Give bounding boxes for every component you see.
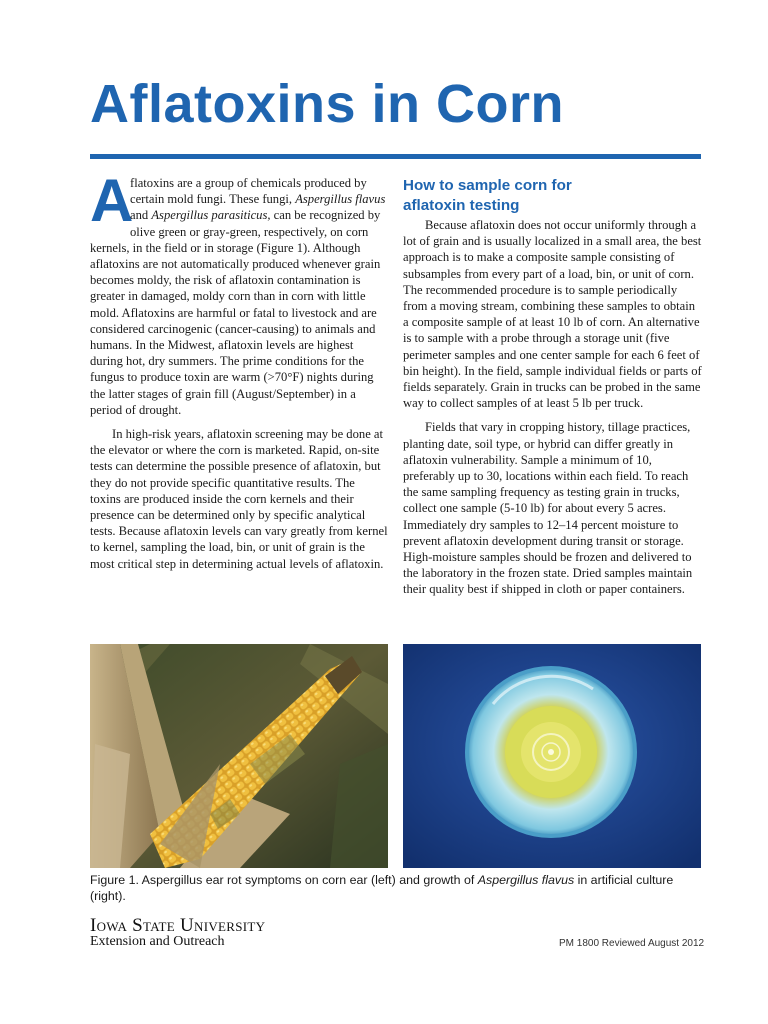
figure-caption: [90, 872, 710, 904]
intro-p1-species-1: Aspergillus flavus: [295, 192, 386, 207]
intro-p1-text-3: can be recognized by olive green or gray-green, respectively, on corn kernels, in the field or in storage (Figure 1). Although aflatoxins are not automatically produced whenever grain becomes moldy, the risk of aflatoxin contamination is greater in damaged, moldy corn than in corn with little mold. Aflatoxins are harmful or fatal to livestock and are considered carcinogenic (cancer-causing) to animals and humans. In the Midwest, aflatoxin levels are highest during hot, dry summers. The prime conditions for the fungus to produce toxin are warm (>70°F) nights during the latter stages of grain fill (August/September) in a period of drought.: [90, 208, 381, 417]
caption-species: Aspergillus flavus: [477, 873, 575, 887]
section-heading: How to sample corn for aflatoxin testing: [403, 177, 572, 214]
isu-extension-label: Extension and Outreach: [90, 934, 225, 949]
intro-column: [90, 167, 388, 572]
publication-info: PM 1800 Reviewed August 2012: [559, 938, 705, 949]
intro-p1-text-2: and: [130, 208, 152, 223]
sampling-paragraph-1: Because aflatoxin does not occur uniformly through a lot of grain and is usually localized in a small area, the best approach is to make a composite sample consisting of subsamples from every part of a load, bin, or unit of corn. The recommended procedure is to sample periodically from a moving stream, combining these samples to obtain a composite sample of at least 10 lb of corn. An alternative is to sample with a probe through a storage unit (five perimeter samples and one center sample for each 6 feet of bin height). In the field, sample individual fields or parts of fields separately. Grain in trucks can be probed in the same way to collect samples of at least 5 lb per truck.: [403, 218, 702, 411]
sampling-paragraph-2: Fields that vary in cropping history, tillage practices, planting date, soil type, or hybrid can differ greatly in aflatoxin vulnerability. Sample a minimum of 10, preferably up to 30, locations within each field. To reach the same sampling frequency as testing grain in trucks, collect one sample (5-10 lb) for about every 5 acres. Immediately dry samples to 12–14 percent moisture to prevent aflatoxin development during transit or storage. High-moisture samples should be frozen and delivered to the laboratory in the frozen state. Dried samples maintain their quality best if shipped in cloth or paper containers.: [403, 420, 693, 597]
title-rule: [90, 154, 701, 159]
sampling-column: [403, 176, 702, 598]
intro-paragraph-2: In high-risk years, aflatoxin screening may be done at the elevator or where the corn is marketed. Rapid, on-site tests can determine the possible presence of aflatoxin, but they do not provide specific quantitative results. The toxins are produced inside the corn kernels and their presence can be determined only by specific analytical tests. Because aflatoxin levels can vary greatly from kernel to kernel, sampling the load, bin, or unit of grain is the most critical step in determining actual levels of aflatoxin.: [90, 427, 388, 571]
intro-paragraph-1: [90, 167, 388, 418]
drop-cap: A: [90, 167, 134, 234]
culture-dish-photo: [403, 644, 701, 868]
page-title: Aflatoxins in Corn: [90, 74, 565, 134]
intro-p1-species-2: Aspergillus parasiticus,: [151, 208, 271, 223]
intro-p1-text-1: flatoxins are a group of chemicals produced by certain mold fungi. These fungi,: [130, 176, 367, 207]
caption-text-1: Figure 1. Aspergillus ear rot symptoms on corn ear (left) and growth of: [90, 873, 478, 887]
caption-text-2: in artificial culture (right).: [90, 873, 674, 903]
corn-ear-photo: [90, 644, 388, 868]
isu-logo: Iowa State University: [90, 915, 266, 936]
